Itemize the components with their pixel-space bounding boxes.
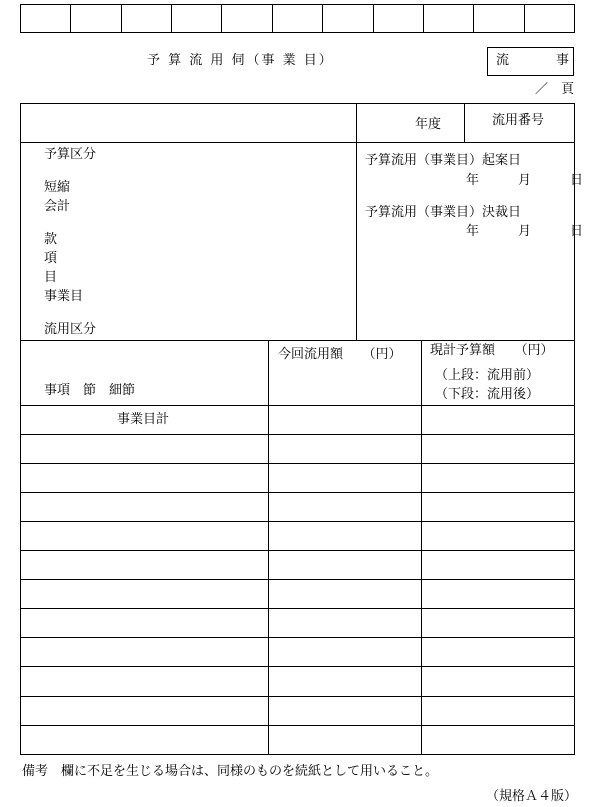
code-box[interactable]: [423, 5, 473, 32]
divider: [268, 340, 269, 755]
code-box[interactable]: [221, 5, 271, 32]
col-current-sub-after: （下段：流用後）: [435, 387, 540, 402]
draft-date-label: 予算流用（事業目）起案日: [365, 153, 522, 168]
code-box[interactable]: [21, 5, 70, 32]
stamp-left: 流: [496, 53, 510, 68]
budget-category-label: 予算区分: [44, 147, 97, 162]
divider: [20, 340, 575, 341]
row-line: [20, 550, 575, 551]
code-box[interactable]: [121, 5, 171, 32]
row-line: [20, 608, 575, 609]
divider: [356, 103, 357, 340]
row-line: [20, 637, 575, 638]
col-current-budget-header: 現計予算額 （円）: [430, 343, 554, 358]
code-box[interactable]: [322, 5, 372, 32]
code-box[interactable]: [70, 5, 120, 32]
col-current-sub-before: （上段：流用前）: [435, 368, 540, 383]
code-box[interactable]: [373, 5, 423, 32]
code-box[interactable]: [524, 5, 574, 32]
code-box[interactable]: [473, 5, 523, 32]
code-box[interactable]: [171, 5, 221, 32]
moku-label: 目: [44, 270, 58, 285]
transfer-category-label: 流用区分: [44, 322, 97, 337]
col-item-header: 事項 節 細節: [44, 383, 136, 398]
jigyomoku-label: 事業目: [44, 289, 84, 304]
row-line: [20, 521, 575, 522]
row-line: [20, 463, 575, 464]
total-row-label: 事業目計: [117, 412, 170, 427]
kan-label: 款: [44, 232, 58, 247]
row-line: [20, 725, 575, 726]
top-code-boxes: [20, 4, 575, 33]
decision-date-value: 年 月 日: [466, 224, 584, 239]
draft-date-value: 年 月 日: [466, 173, 584, 188]
kou-label: 項: [44, 251, 58, 266]
row-line: [20, 579, 575, 580]
row-line: [20, 405, 575, 406]
remarks-note: 備考 欄に不足を生じる場合は、同様のものを続紙として用いること。: [22, 764, 439, 779]
page-mark: ／ 頁: [535, 82, 575, 97]
document-title: 予 算 流 用 伺（事 業 目）: [147, 53, 334, 68]
account-label: 会計: [44, 199, 71, 214]
decision-date-label: 予算流用（事業目）決裁日: [365, 205, 522, 220]
row-line: [20, 696, 575, 697]
row-line: [20, 434, 575, 435]
row-line: [20, 492, 575, 493]
fiscal-year-label: 年度: [415, 117, 442, 132]
row-line: [20, 666, 575, 667]
col-transfer-header: 今回流用額 （円）: [278, 347, 402, 362]
stamp-right: 事: [556, 53, 570, 68]
size-note: （規格Ａ４版）: [486, 789, 578, 804]
form-frame: [20, 103, 575, 755]
short-label: 短縮: [44, 180, 71, 195]
code-box[interactable]: [272, 5, 322, 32]
divider: [464, 103, 465, 142]
transfer-number-label: 流用番号: [492, 113, 545, 128]
divider: [421, 340, 422, 755]
divider: [20, 142, 575, 143]
